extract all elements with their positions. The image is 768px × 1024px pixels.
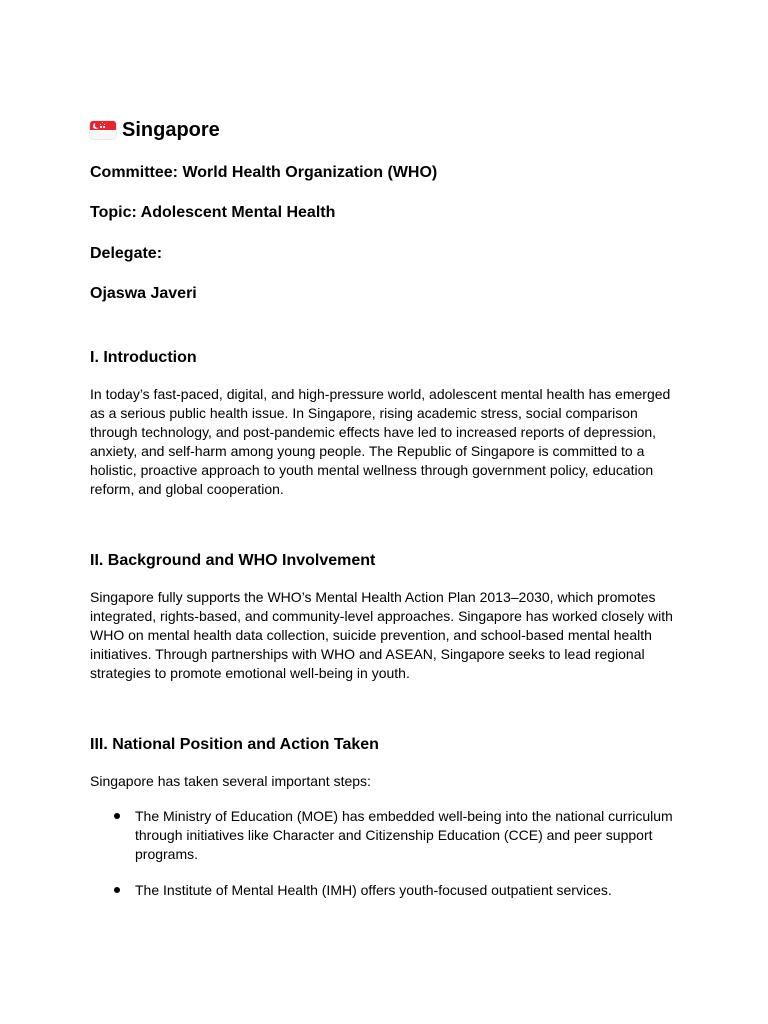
topic-line: Topic: Adolescent Mental Health [90,204,336,221]
list-item-text: The Ministry of Education (MOE) has embedded well-being into the national curriculum through initiatives like Character and Citizenship Education (CCE) and peer support programs. [135,808,673,862]
section-paragraph-national-position: Singapore has taken several important steps: [90,773,371,789]
list-item-text: The Institute of Mental Health (IMH) offers youth-focused outpatient services. [135,882,612,898]
delegate-name: Ojaswa Javeri [90,285,197,302]
singapore-flag-icon [90,121,116,139]
section-heading-national-position: III. National Position and Action Taken [90,736,379,753]
committee-line: Committee: World Health Organization (WHO) [90,164,438,181]
bullet-icon [114,887,120,893]
section-heading-introduction: I. Introduction [90,349,197,366]
bullet-icon [114,813,120,819]
page-title: Singapore [122,118,220,141]
title-row [90,116,220,144]
delegate-label: Delegate: [90,245,163,262]
section-paragraph-background: Singapore fully supports the WHO’s Mental Health Action Plan 2013–2030, which promotes integrated, rights-based, and community-level approaches. Singapore has worked closely with WHO on mental health data collection, suicide prevention, and school-based mental health initiatives. Through partnerships with WHO and ASEAN, Singapore seeks to lead regional strategies to promote emotional well-being in youth. [90,589,673,681]
section-heading-background: II. Background and WHO Involvement [90,552,376,569]
section-paragraph-introduction: In today’s fast-paced, digital, and high-pressure world, adolescent mental health has emerged as a serious public health issue. In Singapore, rising academic stress, social comparison through technology, and post-pandemic effects have led to increased reports of depression, anxiety, and self-harm among young people. The Republic of Singapore is committed to a holistic, proactive approach to youth mental wellness through government policy, education reform, and global cooperation. [90,386,671,497]
